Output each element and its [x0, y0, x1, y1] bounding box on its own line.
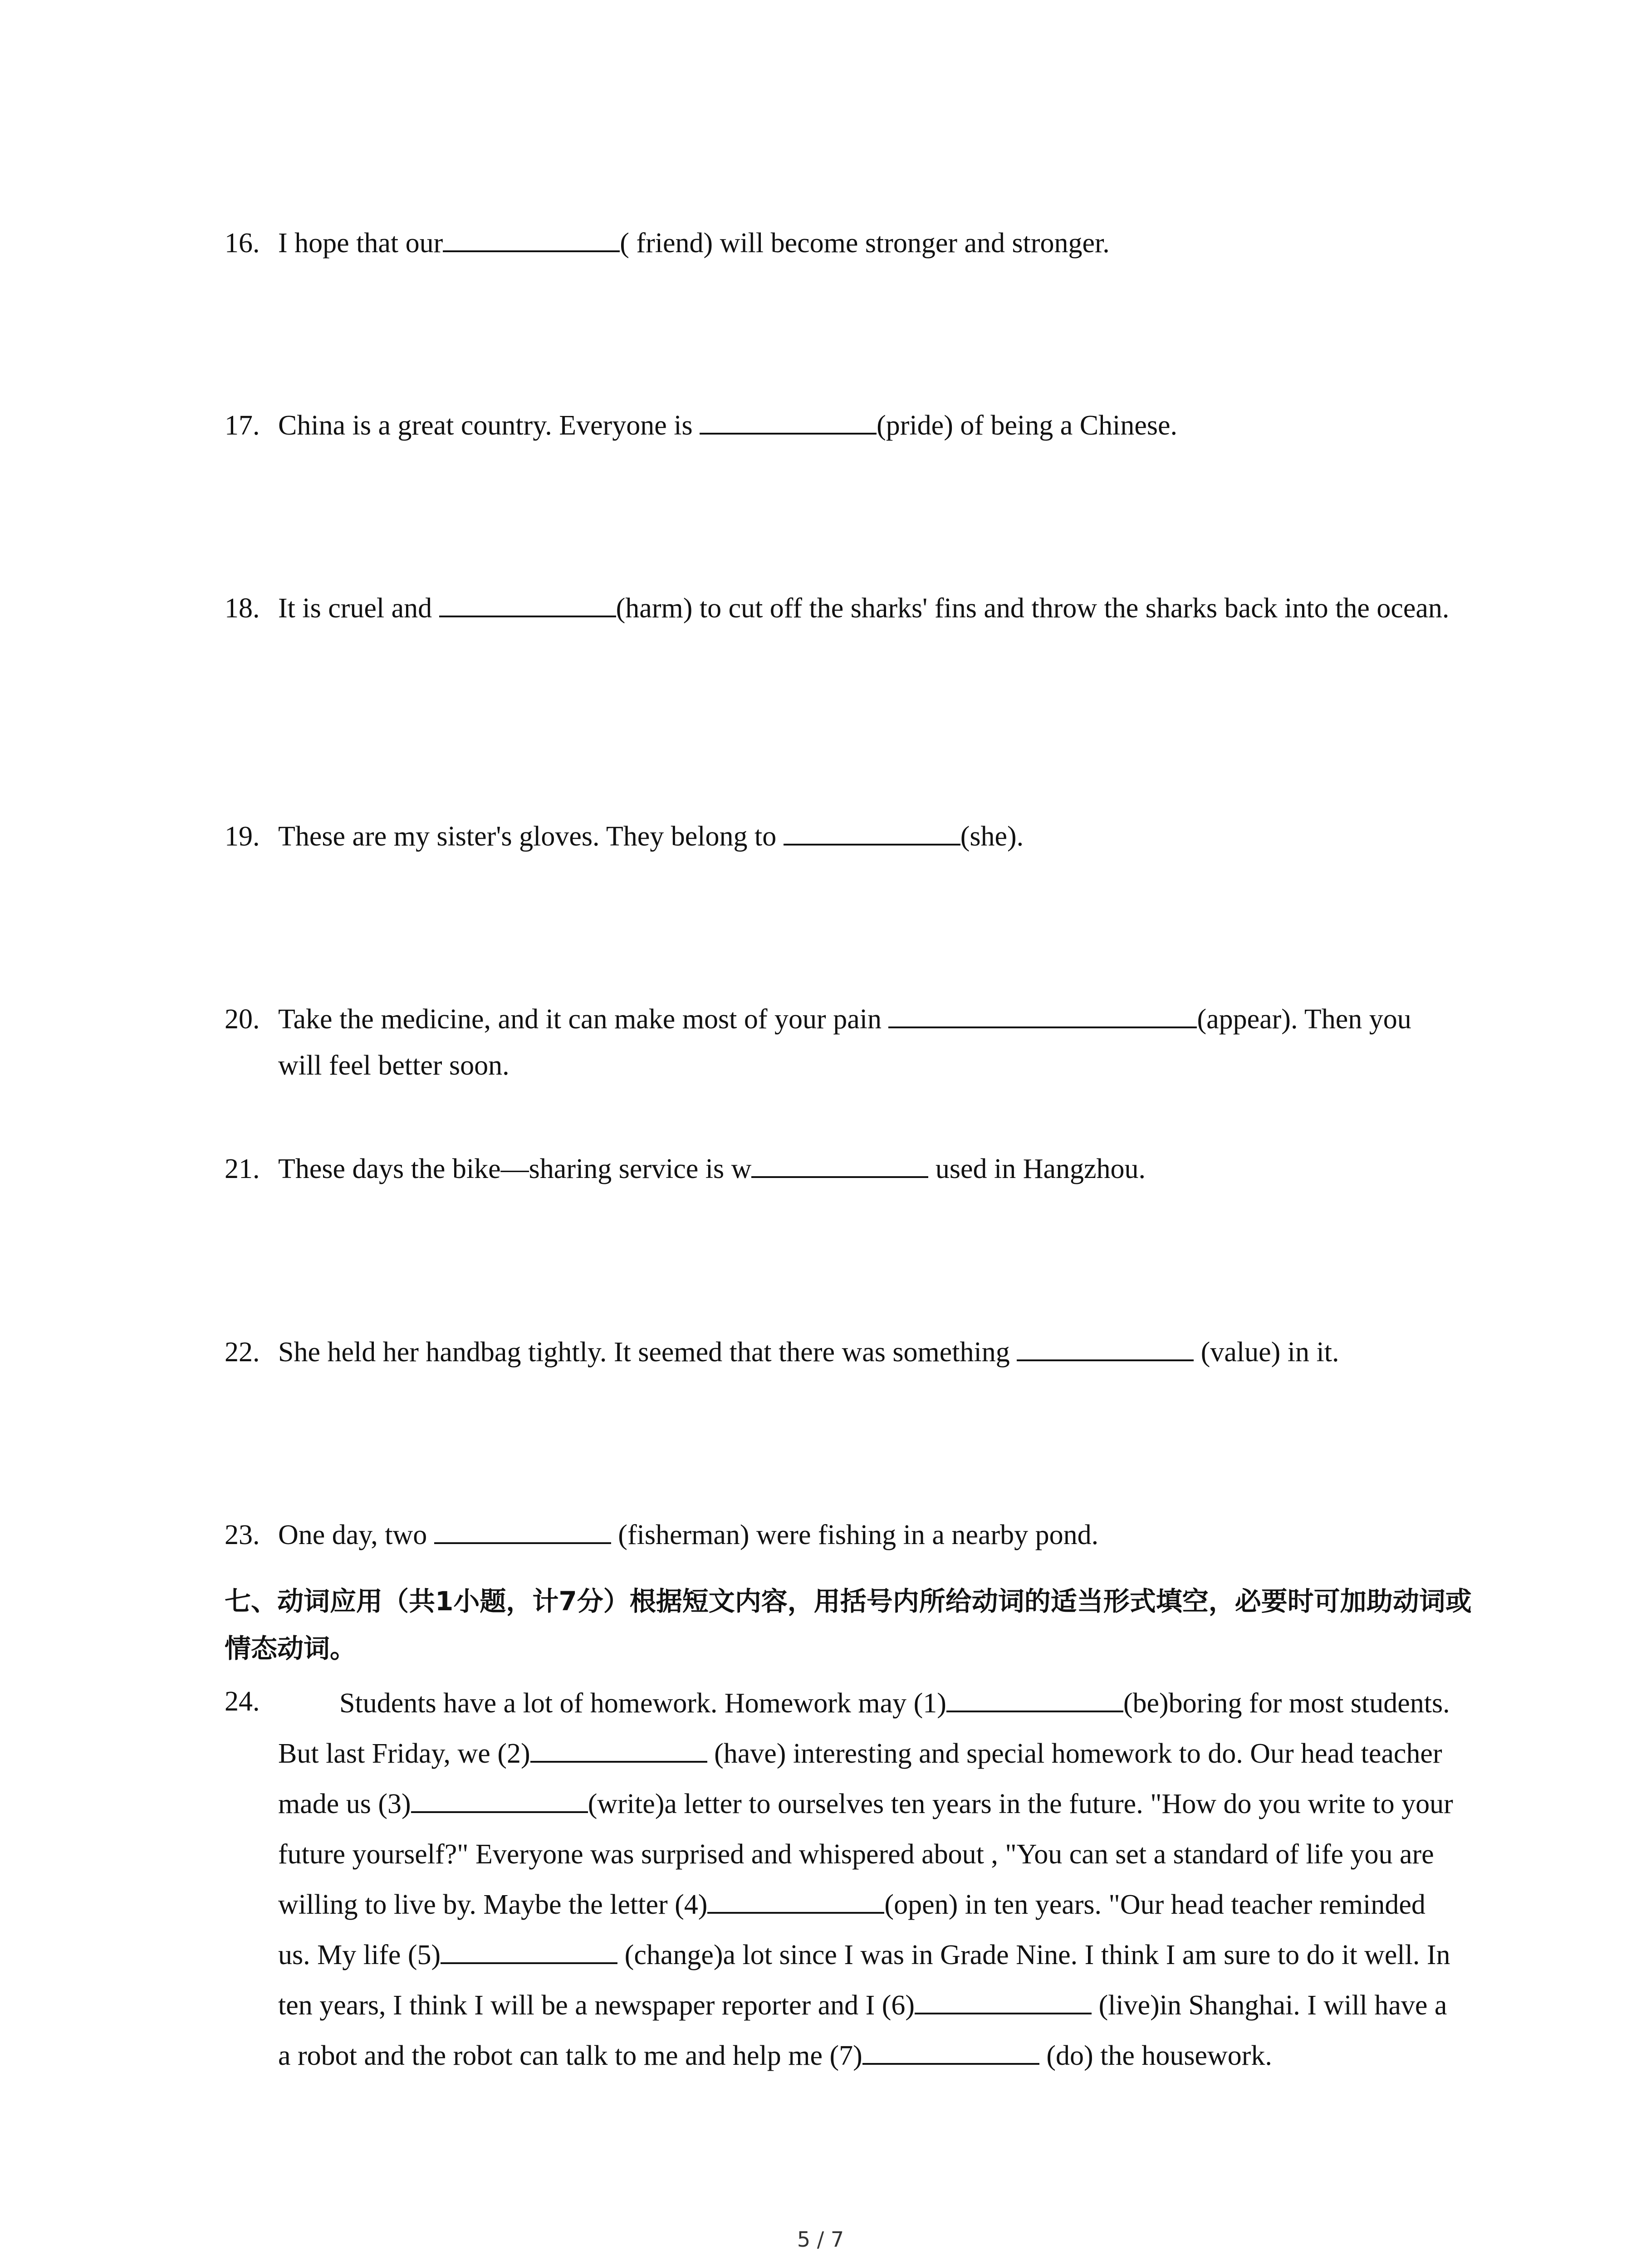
question-23: [225, 1512, 1459, 1558]
page-number: 5 / 7: [797, 2227, 844, 2252]
passage-text: (live)in Shanghai. I will have a a robot and the robot can talk to me and help me (7): [278, 1990, 1447, 2071]
answer-blank-1[interactable]: [946, 1684, 1123, 1712]
question-text: These are my sister's gloves. They belong to: [278, 821, 784, 852]
question-number: 19.: [225, 821, 260, 852]
passage-text: (have) interesting and special homework to do. Our head teacher made us (3): [278, 1738, 1442, 1819]
question-number: 21.: [225, 1154, 260, 1184]
passage-text: (be)boring for most students. But last Friday, we (2): [278, 1688, 1450, 1769]
section-7-heading: 七、动词应用（共1小题，计7分）根据短文内容，用括号内所给动词的适当形式填空，必要时可加助动词或情态动词。: [225, 1586, 1472, 1664]
answer-blank-2[interactable]: [530, 1735, 707, 1763]
passage-text: (write)a letter to ourselves ten years in the future. "How do you write to your future yourself?" Everyone was surprised and whispered about , "You can set a standard of life you are willing to live by. Maybe the letter (4): [278, 1789, 1453, 1920]
question-number: 20.: [225, 1004, 260, 1035]
answer-blank-6[interactable]: [915, 1986, 1092, 2014]
question-18: [225, 585, 1459, 631]
answer-blank[interactable]: [784, 817, 960, 846]
question-number: 23.: [225, 1520, 260, 1550]
question-text: (value) in it.: [1194, 1337, 1339, 1368]
question-text: Take the medicine, and it can make most of your pain: [278, 1004, 889, 1035]
answer-blank[interactable]: [443, 224, 620, 252]
question-20: [225, 996, 1459, 1089]
passage-text: Students have a lot of homework. Homework may (1): [339, 1688, 946, 1719]
question-number: 22.: [225, 1337, 260, 1368]
question-text: It is cruel and: [278, 593, 439, 624]
question-text: (appear). Then you will feel better soon.: [278, 1004, 1411, 1081]
answer-blank-5[interactable]: [441, 1936, 617, 1964]
question-text: I hope that our: [278, 228, 443, 259]
question-text: (fisherman) were fishing in a nearby pond.: [611, 1520, 1099, 1550]
question-24-passage: [225, 1678, 1459, 2081]
passage-text: (open) in ten years. "Our head teacher reminded us. My life (5): [278, 1889, 1425, 1970]
answer-blank[interactable]: [434, 1516, 611, 1544]
passage-text: (change)a lot since I was in Grade Nine. I think I am sure to do it well. In ten years, I think I will be a newspaper reporter and I (6): [278, 1940, 1450, 2021]
question-number: 17.: [225, 410, 260, 441]
answer-blank-7[interactable]: [862, 2037, 1039, 2065]
question-16: [225, 220, 1459, 266]
question-text: One day, two: [278, 1520, 434, 1550]
answer-blank-3[interactable]: [411, 1785, 588, 1813]
passage-text: (do) the housework.: [1039, 2040, 1272, 2071]
question-number: 18.: [225, 593, 260, 624]
question-text: She held her handbag tightly. It seemed that there was something: [278, 1337, 1017, 1368]
question-number: 24.: [225, 1686, 260, 1717]
question-text: China is a great country. Everyone is: [278, 410, 700, 441]
answer-blank[interactable]: [1017, 1333, 1194, 1361]
question-number: 16.: [225, 228, 260, 259]
question-17: [225, 402, 1459, 449]
question-22: [225, 1329, 1459, 1375]
question-text: used in Hangzhou.: [928, 1154, 1146, 1184]
answer-blank[interactable]: [439, 589, 616, 617]
question-text: (pride) of being a Chinese.: [877, 410, 1177, 441]
question-text: (harm) to cut off the sharks' fins and throw the sharks back into the ocean.: [616, 593, 1450, 624]
question-text: ( friend) will become stronger and stronger.: [620, 228, 1110, 259]
answer-blank[interactable]: [888, 1000, 1197, 1028]
answer-blank-4[interactable]: [707, 1886, 884, 1914]
question-19: [225, 813, 1459, 860]
question-text: (she).: [960, 821, 1024, 852]
question-text: These days the bike—sharing service is w: [278, 1154, 752, 1184]
question-21: [225, 1146, 1459, 1192]
answer-blank[interactable]: [751, 1150, 928, 1178]
answer-blank[interactable]: [700, 406, 877, 435]
